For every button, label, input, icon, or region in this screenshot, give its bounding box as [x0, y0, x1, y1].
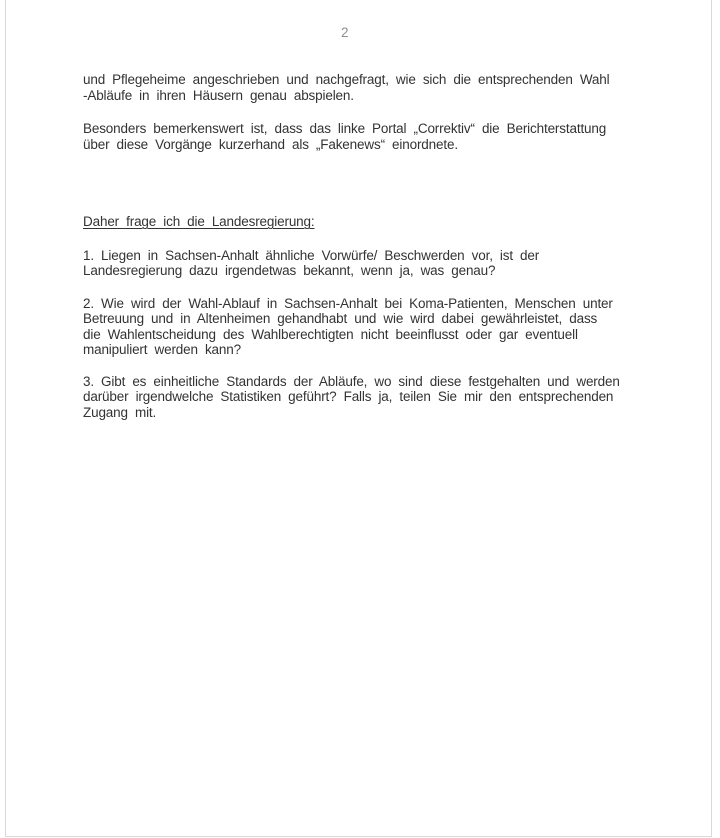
text-line: Zugang mit. — [83, 404, 157, 420]
text-line: und Pflegeheime angeschrieben und nachgefragt, wie sich die entsprechenden Wahl — [83, 72, 610, 87]
document-body — [83, 72, 653, 420]
text-line: Daher frage ich die Landesregierung: — [83, 214, 315, 229]
text-line: manipuliert werden kann? — [83, 342, 241, 357]
text-line: darüber irgendwelche Statistiken geführt? Falls ja, teilen Sie mir den entsprechenden — [83, 389, 614, 404]
text-line: Landesregierung dazu irgendetwas bekannt, wenn ja, was genau? — [83, 263, 496, 278]
question-2 — [83, 296, 653, 358]
text-line: 1. Liegen in Sachsen-Anhalt ähnliche Vorwürfe/ Beschwerden vor, ist der — [83, 247, 540, 263]
text-line: -Abläufe in ihren Häusern genau abspielen. — [83, 87, 354, 103]
text-line: 2. Wie wird der Wahl-Ablauf in Sachsen-Anhalt bei Koma-Patienten, Menschen unter — [83, 295, 613, 311]
question-3 — [83, 374, 653, 421]
document-page — [5, 0, 712, 837]
page-number: 2 — [340, 25, 349, 40]
paragraph-1 — [83, 72, 653, 103]
text-line: Besonders bemerkenswert ist, dass das linke Portal „Correktiv“ die Berichterstattung — [83, 121, 607, 136]
paragraph-2 — [83, 121, 653, 152]
question-intro — [83, 214, 653, 230]
question-1 — [83, 248, 653, 279]
text-line: Betreuung und in Altenheimen gehandhabt und wie wird dabei gewährleistet, dass — [83, 311, 598, 326]
text-line: über diese Vorgänge kurzerhand als „Fakenews“ einordnete. — [83, 136, 458, 152]
text-line: die Wahlentscheidung des Wahlberechtigten nicht beeinflusst oder gar eventuell — [83, 326, 578, 342]
text-line: 3. Gibt es einheitliche Standards der Abläufe, wo sind diese festgehalten und werden — [83, 373, 620, 389]
